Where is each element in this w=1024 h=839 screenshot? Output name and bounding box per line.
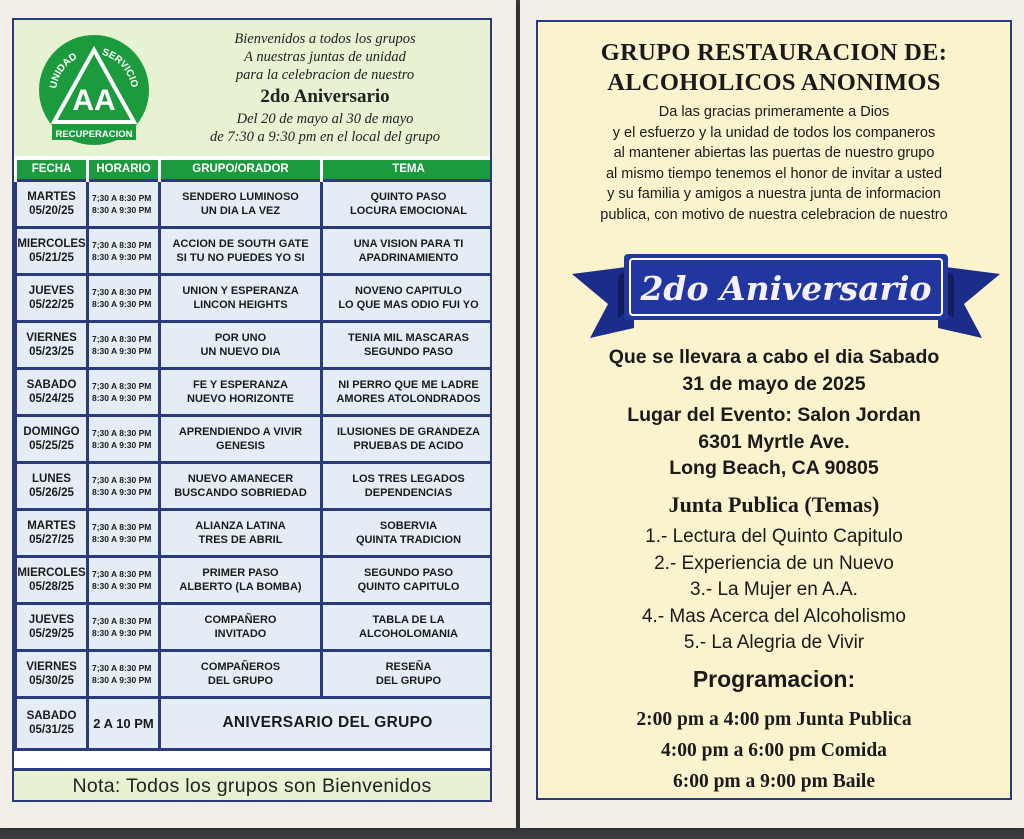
- welcome-line: para la celebracion de nuestro: [235, 67, 415, 83]
- group-cell: [160, 368, 322, 415]
- intro-line: al mismo tiempo tenemos el honor de invitar a usted: [605, 165, 943, 182]
- topic-name: PRUEBAS DE ACIDO: [353, 439, 464, 452]
- program-item: 4:00 pm a 6:00 pm Comida: [661, 740, 887, 761]
- date-cell: [16, 321, 88, 368]
- topic-cell: [322, 556, 493, 603]
- day-date: 05/25/25: [29, 439, 74, 452]
- time-cell: [88, 509, 160, 556]
- topic-name: UNA VISION PARA TI: [353, 237, 464, 250]
- day-date: 05/28/25: [29, 580, 74, 593]
- topic-name: ALCOHOLOMANIA: [359, 627, 458, 640]
- intro-line: y su familia y amigos a nuestra junta de informacion: [607, 186, 941, 202]
- time-slot: 8:30 A 9:30 PM: [92, 439, 152, 450]
- welcome-note: Nota: Todos los grupos son Bienvenidos: [14, 768, 490, 802]
- day-date: 05/22/25: [29, 298, 74, 311]
- day-name: MARTES: [27, 190, 76, 203]
- event-place-line: Long Beach, CA 90805: [669, 457, 879, 479]
- day-name: SABADO: [26, 378, 77, 391]
- time-cell: [88, 368, 160, 415]
- day-name: LUNES: [32, 472, 71, 485]
- topic-name: NOVENO CAPITULO: [355, 284, 462, 297]
- date-cell: [16, 227, 88, 274]
- topic-cell: [322, 509, 493, 556]
- day-date: 05/31/25: [29, 724, 74, 736]
- time-cell: [88, 650, 160, 697]
- time-cell: [88, 462, 160, 509]
- group-name: ALIANZA LATINA: [195, 519, 286, 532]
- time-cell: 2 A 10 PM: [88, 697, 160, 749]
- day-name: SABADO: [26, 710, 77, 722]
- col-horario: HORARIO: [88, 160, 160, 180]
- day-name: MIERCOLES: [17, 566, 86, 579]
- group-cell: [160, 274, 322, 321]
- topic-cell: [322, 180, 493, 227]
- intro-text: [538, 102, 1010, 225]
- date-cell: [16, 650, 88, 697]
- time-slot: 8:30 A 9:30 PM: [92, 486, 152, 497]
- group-name: NUEVO AMANECER: [187, 472, 294, 485]
- topic-name: APADRINAMIENTO: [358, 251, 459, 264]
- group-cell: [160, 603, 322, 650]
- table-row: [16, 227, 493, 274]
- group-name: SI TU NO PUEDES YO SI: [176, 251, 305, 264]
- group-cell: [160, 227, 322, 274]
- time-cell: [88, 274, 160, 321]
- program-list: [538, 704, 1010, 797]
- group-cell: [160, 556, 322, 603]
- topic-name: LOS TRES LEGADOS: [352, 472, 465, 485]
- time-slot: 8:30 A 9:30 PM: [92, 580, 152, 591]
- table-row: [16, 180, 493, 227]
- date-cell: [16, 274, 88, 321]
- table-row: [16, 603, 493, 650]
- day-name: DOMINGO: [23, 425, 80, 438]
- logo-center: AA: [72, 84, 116, 117]
- time-cell: [88, 180, 160, 227]
- time-slot: 8:30 A 9:30 PM: [92, 533, 152, 544]
- topic-cell: [322, 368, 493, 415]
- time-slot: 7;30 A 8:30 PM: [92, 380, 152, 391]
- table-header-row: [16, 160, 493, 180]
- time-cell: [88, 556, 160, 603]
- time-slot: 8:30 A 9:30 PM: [92, 251, 152, 262]
- group-name: UNION Y ESPERANZA: [182, 284, 299, 297]
- topic-item: 4.- Mas Acerca del Alcoholismo: [641, 605, 906, 627]
- time-cell: [88, 415, 160, 462]
- day-name: JUEVES: [28, 284, 75, 297]
- group-name: COMPAÑEROS: [200, 660, 281, 673]
- time-slot: 7;30 A 8:30 PM: [92, 615, 152, 626]
- col-tema: TEMA: [322, 160, 493, 180]
- date-cell: [16, 509, 88, 556]
- group-name: COMPAÑERO: [204, 613, 277, 626]
- anniversary-heading: 2do Aniversario: [260, 86, 390, 107]
- program-title: Programacion:: [692, 666, 856, 692]
- group-name: DEL GRUPO: [207, 674, 274, 687]
- invitation-card: [520, 0, 1024, 828]
- schedule-header: [14, 20, 490, 156]
- group-name: NUEVO HORIZONTE: [187, 392, 294, 405]
- table-row: [16, 368, 493, 415]
- program-item: 2:00 pm a 4:00 pm Junta Publica: [636, 709, 912, 730]
- group-name: BUSCANDO SOBRIEDAD: [174, 486, 307, 499]
- schedule-body: [16, 180, 493, 749]
- group-name: TRES DE ABRIL: [198, 533, 283, 546]
- topic-cell: [322, 321, 493, 368]
- topic-item: 1.- Lectura del Quinto Capitulo: [645, 526, 903, 547]
- day-date: 05/21/25: [29, 251, 74, 264]
- intro-line: Da las gracias primeramente a Dios: [658, 104, 890, 120]
- topic-name: QUINTO CAPITULO: [357, 580, 460, 593]
- topic-name: LOCURA EMOCIONAL: [350, 204, 467, 217]
- event-place-line: Lugar del Evento: Salon Jordan: [627, 404, 921, 426]
- schedule-frame: [12, 18, 492, 802]
- aa-logo-icon: [38, 34, 150, 146]
- day-date: 05/20/25: [29, 204, 74, 217]
- day-name: JUEVES: [28, 613, 75, 626]
- topic-item: 2.- Experiencia de un Nuevo: [654, 552, 894, 574]
- time-slot: 7;30 A 8:30 PM: [92, 474, 152, 485]
- anniversary-cell: ANIVERSARIO DEL GRUPO: [160, 697, 493, 749]
- topic-item: 5.- La Alegria de Vivir: [683, 632, 865, 653]
- anniversary-ribbon: [572, 246, 1000, 346]
- topic-name: TABLA DE LA: [372, 613, 445, 626]
- col-grupo: GRUPO/ORADOR: [160, 160, 322, 180]
- schedule-card: [0, 0, 516, 828]
- group-cell: [160, 321, 322, 368]
- group-cell: [160, 180, 322, 227]
- table-row: [16, 556, 493, 603]
- day-name: MIERCOLES: [17, 237, 86, 250]
- group-cell: [160, 415, 322, 462]
- welcome-line: A nuestras juntas de unidad: [244, 49, 406, 65]
- group-name: LINCON HEIGHTS: [193, 298, 288, 311]
- day-date: 05/27/25: [29, 533, 74, 546]
- time-slot: 7;30 A 8:30 PM: [92, 568, 152, 579]
- logo-servicio: SERVICIO: [100, 46, 140, 89]
- group-title-line: ALCOHOLICOS ANONIMOS: [607, 69, 941, 96]
- intro-line: y el esfuerzo y la unidad de todos los companeros: [612, 124, 936, 141]
- table-row: [16, 650, 493, 697]
- topic-name: DEPENDENCIAS: [364, 486, 453, 499]
- topic-name: QUINTA TRADICION: [355, 533, 462, 546]
- time-cell: [88, 321, 160, 368]
- topic-name: SEGUNDO PASO: [363, 566, 454, 579]
- group-name: INVITADO: [214, 627, 267, 640]
- time-slot: 7;30 A 8:30 PM: [92, 427, 152, 438]
- date-cell: [16, 697, 88, 749]
- topic-name: SEGUNDO PASO: [363, 345, 454, 358]
- topic-cell: [322, 603, 493, 650]
- topic-name: ILUSIONES DE GRANDEZA: [336, 425, 480, 438]
- event-place-line: 6301 Myrtle Ave.: [698, 430, 850, 453]
- day-name: MARTES: [27, 519, 76, 532]
- intro-line: al mantener abiertas las puertas de nuestro grupo: [613, 145, 935, 161]
- date-cell: [16, 462, 88, 509]
- date-cell: [16, 603, 88, 650]
- group-cell: [160, 462, 322, 509]
- event-date-line: 31 de mayo de 2025: [682, 372, 866, 395]
- time-slot: 8:30 A 9:30 PM: [92, 392, 152, 403]
- time-slot: 7;30 A 8:30 PM: [92, 662, 152, 673]
- logo-unidad: UNIDAD: [48, 51, 80, 90]
- topic-list: [538, 524, 1010, 657]
- time-slot: 7;30 A 8:30 PM: [92, 333, 152, 344]
- topic-name: DEL GRUPO: [375, 674, 442, 687]
- program-item: 6:00 pm a 9:00 pm Baile: [672, 771, 876, 792]
- topic-name: SOBERVIA: [379, 519, 438, 532]
- logo-recuperacion: RECUPERACION: [55, 129, 133, 140]
- day-name: VIERNES: [26, 331, 77, 344]
- time-slot: 7;30 A 8:30 PM: [92, 521, 152, 532]
- group-name: POR UNO: [214, 331, 267, 344]
- topic-item: 3.- La Mujer en A.A.: [690, 579, 858, 600]
- invitation-frame: [536, 20, 1012, 800]
- welcome-text: [160, 30, 490, 146]
- topic-name: QUINTO PASO: [370, 190, 447, 203]
- event-info: [538, 344, 1010, 482]
- welcome-line: Bienvenidos a todos los grupos: [234, 31, 416, 47]
- group-name: FE Y ESPERANZA: [193, 378, 288, 391]
- table-row: [16, 274, 493, 321]
- group-title: [538, 38, 1010, 98]
- table-row: [16, 321, 493, 368]
- topic-name: AMORES ATOLONDRADOS: [336, 392, 481, 405]
- table-row-final: [16, 697, 493, 749]
- group-name: PRIMER PASO: [202, 566, 279, 579]
- col-fecha: FECHA: [16, 160, 88, 180]
- topic-name: RESEÑA: [385, 660, 432, 673]
- topic-name: LO QUE MAS ODIO FUI YO: [338, 298, 479, 311]
- group-name: SENDERO LUMINOSO: [182, 190, 299, 203]
- topic-cell: [322, 227, 493, 274]
- group-name: UN NUEVO DIA: [200, 345, 281, 358]
- ribbon-text: 2do Aniversario: [640, 269, 932, 308]
- day-date: 05/26/25: [29, 486, 74, 499]
- group-name: APRENDIENDO A VIVIR: [178, 425, 303, 438]
- time-slot: 7;30 A 8:30 PM: [92, 239, 152, 250]
- topic-cell: [322, 650, 493, 697]
- group-cell: [160, 509, 322, 556]
- date-cell: [16, 556, 88, 603]
- time-slot: 8:30 A 9:30 PM: [92, 674, 152, 685]
- day-name: VIERNES: [26, 660, 77, 673]
- group-title-line: GRUPO RESTAURACION DE:: [600, 39, 948, 66]
- topic-cell: [322, 415, 493, 462]
- day-date: 05/29/25: [29, 627, 74, 640]
- topic-name: TENIA MIL MASCARAS: [348, 331, 469, 344]
- schedule-table: [14, 160, 492, 751]
- group-name: ALBERTO (LA BOMBA): [179, 580, 302, 593]
- time-slot: 7;30 A 8:30 PM: [92, 192, 152, 203]
- date-cell: [16, 415, 88, 462]
- topic-cell: [322, 274, 493, 321]
- day-date: 05/23/25: [29, 345, 74, 358]
- junta-title: Junta Publica (Temas): [668, 492, 880, 517]
- group-name: GENESIS: [216, 439, 265, 452]
- time-cell: [88, 227, 160, 274]
- group-name: ACCION DE SOUTH GATE: [172, 237, 309, 250]
- table-row: [16, 509, 493, 556]
- date-range-line: Del 20 de mayo al 30 de mayo: [236, 111, 414, 127]
- time-slot: 8:30 A 9:30 PM: [92, 298, 152, 309]
- table-row: [16, 462, 493, 509]
- intro-line: publica, con motivo de nuestra celebracion de nuestro: [600, 206, 948, 223]
- time-slot: 7;30 A 8:30 PM: [92, 286, 152, 297]
- group-cell: [160, 650, 322, 697]
- time-slot: 8:30 A 9:30 PM: [92, 345, 152, 356]
- date-range-line: de 7:30 a 9:30 pm en el local del grupo: [210, 129, 440, 145]
- table-row: [16, 415, 493, 462]
- time-slot: 8:30 A 9:30 PM: [92, 627, 152, 638]
- day-date: 05/30/25: [29, 674, 74, 687]
- time-cell: [88, 603, 160, 650]
- group-name: UN DIA LA VEZ: [200, 204, 281, 217]
- topic-name: NI PERRO QUE ME LADRE: [338, 378, 479, 391]
- date-cell: [16, 368, 88, 415]
- event-date-line: Que se llevara a cabo el dia Sabado: [608, 346, 940, 368]
- date-cell: [16, 180, 88, 227]
- topic-cell: [322, 462, 493, 509]
- time-slot: 8:30 A 9:30 PM: [92, 204, 152, 215]
- day-date: 05/24/25: [29, 392, 74, 405]
